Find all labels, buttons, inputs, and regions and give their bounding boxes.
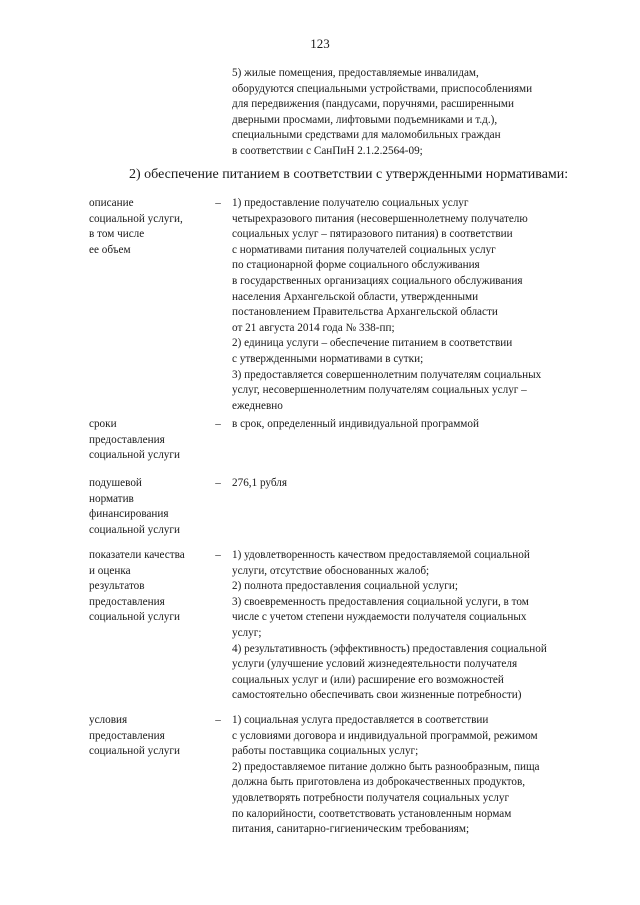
content-line: 2) предоставляемое питание должно быть разнообразным, пища (232, 760, 540, 773)
label-line: социальной услуги, (89, 212, 183, 225)
content-line: 2) полнота предоставления социальной услуги; (232, 580, 458, 593)
row-label (89, 417, 209, 464)
row-label (89, 476, 209, 538)
content-line: в государственных организациях социального обслуживания (232, 274, 523, 287)
label-line: социальной услуги (89, 449, 180, 462)
content-line: от 21 августа 2014 года № 338-пп; (232, 321, 395, 334)
content-line: 3) предоставляется совершеннолетним получателям социальных (232, 368, 542, 381)
content-line: услуг, несовершеннолетним получателям социальных услуг – (232, 384, 527, 397)
row-content (232, 476, 612, 492)
content-line: четырехразового питания (несовершеннолетнему получателю (232, 212, 528, 225)
content-line: 4) результативность (эффективность) предоставления социальной (232, 642, 547, 655)
content-line: услуги (улучшение условий жизнедеятельности получателя (232, 658, 518, 671)
content-line: по стационарной форме социального обслуживания (232, 259, 480, 272)
label-line: подушевой (89, 477, 142, 489)
row-content (232, 417, 612, 433)
label-line: результатов (89, 580, 145, 593)
row-dash: – (215, 477, 221, 489)
row-content (232, 548, 612, 704)
intro-line: для передвижения (пандусами, поручнями, расширенными (232, 98, 514, 111)
page-number: 123 (310, 36, 330, 51)
content-line: 276,1 рубля (232, 477, 288, 489)
content-line: должна быть приготовлена из доброкачественных продуктов, (232, 776, 526, 789)
intro-line: специальными средствами для маломобильных граждан (232, 129, 501, 142)
row-dash: – (215, 197, 221, 209)
label-line: в том числе (89, 228, 145, 241)
label-line: социальной услуги (89, 611, 180, 624)
content-line: 2) единица услуги – обеспечение питанием в соответствии (232, 337, 513, 350)
content-line: услуг; (232, 626, 262, 639)
intro-line: дверными просмами, лифтовыми подъемниками и т.д.), (232, 113, 498, 126)
label-line: сроки (89, 418, 117, 430)
content-line: социальных услуг – пятиразового питания) в соответствии (232, 228, 513, 241)
content-line: в срок, определенный индивидуальной программой (232, 418, 479, 430)
label-line: норматив (89, 492, 134, 505)
content-line: населения Архангельской области, утвержденными (232, 290, 479, 303)
row-dash: – (215, 418, 221, 430)
label-line: условия (89, 714, 128, 726)
label-line: описание (89, 197, 134, 209)
label-line: показатели качества (89, 549, 185, 561)
content-line: 3) своевременность предоставления социальной услуги, в том (232, 595, 529, 608)
content-line: 1) социальная услуга предоставляется в соответствии (232, 714, 489, 726)
label-line: и оценка (89, 564, 131, 577)
content-line: по калорийности, соответствовать установленным нормам (232, 807, 512, 820)
row-label (89, 713, 209, 760)
content-line: самостоятельно обеспечивать свои жизненные потребности) (232, 689, 522, 702)
intro-line: в соответствии с СанПиН 2.1.2.2564-09; (232, 144, 423, 157)
label-line: социальной услуги (89, 745, 180, 758)
content-line: с нормативами питания получателей социальных услуг (232, 243, 496, 256)
intro-line: 5) жилые помещения, предоставляемые инвалидам, (232, 67, 479, 79)
label-line: финансирования (89, 508, 169, 521)
row-label (89, 196, 209, 258)
content-line: 1) удовлетворенность качеством предоставляемой социальной (232, 549, 530, 561)
content-line: с условиями договора и индивидуальной программой, режимом (232, 729, 538, 742)
content-line: питания, санитарно-гигиеническим требованиям; (232, 823, 470, 836)
section-heading: 2) обеспечение питанием в соответствии с утвержденными нормативами: (129, 167, 569, 182)
content-line: социальных услуг и (или) расширение его возможностей (232, 673, 504, 686)
content-line: постановлением Правительства Архангельской области (232, 306, 498, 319)
content-line: 1) предоставление получателю социальных услуг (232, 197, 469, 209)
content-line: с утвержденными нормативами в сутки; (232, 352, 424, 365)
row-dash: – (215, 714, 221, 726)
content-line: числе с учетом степени нуждаемости получателя социальных (232, 611, 527, 624)
content-line: работы поставщика социальных услуг; (232, 745, 419, 758)
row-label (89, 548, 209, 626)
label-line: социальной услуги (89, 523, 180, 536)
intro-paragraph (232, 66, 612, 160)
label-line: предоставления (89, 729, 165, 742)
row-content (232, 713, 612, 838)
content-line: услуги, отсутствие обоснованных жалоб; (232, 564, 430, 577)
intro-line: оборудуются специальными устройствами, приспособлениями (232, 82, 533, 95)
label-line: ее объем (89, 243, 131, 256)
row-dash: – (215, 549, 221, 561)
row-content (232, 196, 612, 414)
label-line: предоставления (89, 595, 165, 608)
label-line: предоставления (89, 433, 165, 446)
content-line: удовлетворять потребности получателя социальных услуг (232, 791, 510, 804)
content-line: ежедневно (232, 399, 283, 412)
